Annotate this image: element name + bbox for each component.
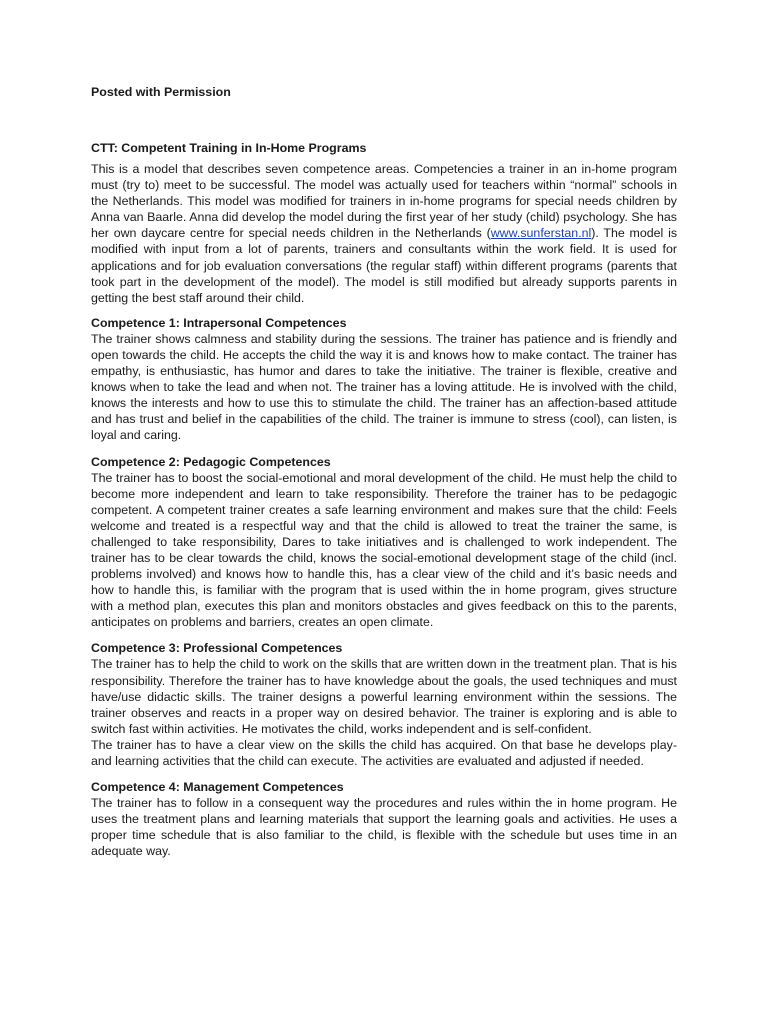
competence-3-section — [91, 640, 677, 769]
competence-4-section — [91, 779, 677, 859]
intro-paragraph — [91, 161, 677, 306]
competence-1-section — [91, 315, 677, 444]
document-page — [91, 84, 677, 869]
competence-3-paragraph-2: The trainer has to have a clear view on the skills the child has acquired. On that base he develops play- and learning activities that the child can execute. The activities are evaluated and adjusted if needed. — [91, 737, 677, 768]
permission-note: Posted with Permission — [91, 85, 231, 99]
document-title: CTT: Competent Training in In-Home Programs — [91, 141, 367, 155]
sunferstan-link[interactable]: www.sunferstan.nl — [490, 226, 592, 241]
competence-2-heading: Competence 2: Pedagogic Competences — [91, 454, 331, 469]
competence-3-paragraph-1: The trainer has to help the child to work on the skills that are written down in the treatment plan. That is his responsibility. Therefore the trainer has to have knowledge about the goals, the used techniques and must have/use didactic skills. The trainer designs a powerful learning environment within the sessions. The trainer observes and reacts in a proper way on desired behavior. The trainer is exploring and is able to switch fast within activities. He motivates the child, works independent and is self-confident. — [91, 657, 677, 736]
intro-text-before-link: This is a model that describes seven competence areas. Competencies a trainer in an in-home program must (try to) meet to be successful. The model was actually used for teachers within “normal” schools in the Netherlands. This model was modified for trainers in in-home programs for special needs children by Anna van Baarle. Anna did develop the model during the first year of her study (child) psychology. She has her own daycare centre for special needs children in the Netherlands ( — [91, 162, 677, 241]
competence-1-paragraph: The trainer shows calmness and stability during the sessions. The trainer has patience and is friendly and open towards the child. He accepts the child the way it is and knows how to make contact. The trainer has empathy, is enthusiastic, has humor and dares to take the initiative. The trainer is flexible, creative and knows when to take the lead and when not. The trainer has a loving attitude. He is involved with the child, knows the interests and how to use this to stimulate the child. The trainer has an affection-based attitude and has trust and belief in the capabilities of the child. The trainer is immune to stress (cool), can listen, is loyal and caring. — [91, 331, 677, 443]
intro-text-after-link: ). The model is modified with input from a lot of parents, trainers and consultants within the work field. It is used for applications and for job evaluation conversations (the regular staff) within different programs (parents that took part in the development of the model). The model is still modified but already supports parents in getting the best staff around their child. — [91, 226, 678, 305]
competence-4-heading: Competence 4: Management Competences — [91, 780, 344, 795]
competence-2-section — [91, 454, 677, 631]
competence-4-paragraph: The trainer has to follow in a consequent way the procedures and rules within the in home program. He uses the treatment plans and learning materials that support the learning goals and activities. He uses a proper time schedule that is also familiar to the child, is flexible with the schedule but uses time in an adequate way. — [91, 796, 677, 859]
competence-1-heading: Competence 1: Intrapersonal Competences — [91, 315, 347, 330]
competence-2-paragraph: The trainer has to boost the social-emotional and moral development of the child. He must help the child to become more independent and learn to take responsibility. Therefore the trainer has to be pedagogic competent. A competent trainer creates a safe learning environment and makes sure that the child: Feels welcome and treated is a respectful way and that the child is allowed to treat the trainer the same, is challenged to take responsibility, Dares to take initiatives and is challenged to work independent. The trainer has to be clear towards the child, knows the social-emotional development stage of the child (incl. problems involved) and knows how to handle this, has a clear view of the child and it’s basic needs and how to handle this, is familiar with the program that is used within the in home program, gives structure with a method plan, executes this plan and monitors obstacles and gives feedback on this to the parents, anticipates on problems and barriers, creates an open climate. — [91, 470, 677, 630]
competence-3-heading: Competence 3: Professional Competences — [91, 641, 343, 656]
